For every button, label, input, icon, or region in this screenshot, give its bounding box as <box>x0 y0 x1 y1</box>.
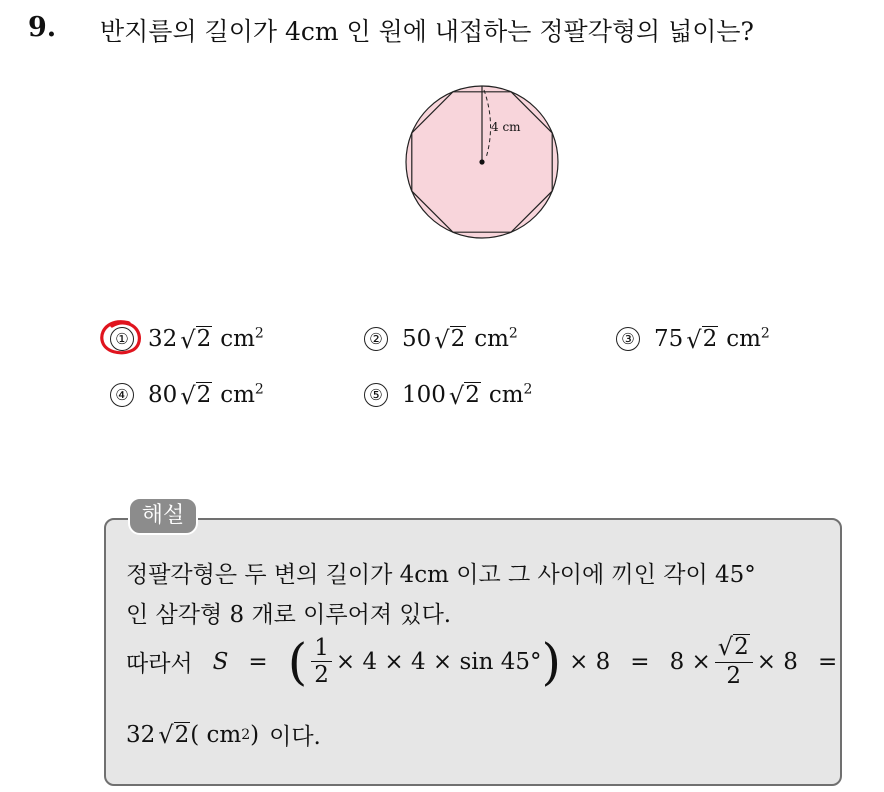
choice-unit: $cm^2$ <box>726 325 770 352</box>
radius-label: 4 cm <box>491 120 521 134</box>
right-paren: ) <box>541 632 562 691</box>
sqrt-symbol: √ 2 <box>686 325 718 354</box>
sqrt-symbol: √ 2 <box>180 381 212 410</box>
circle-octagon-diagram <box>400 80 564 244</box>
eq-times-8: × 8 <box>569 648 611 675</box>
choice-value: 75 <box>654 326 684 352</box>
eq-sign: = <box>630 648 650 675</box>
choice-value: 100 <box>402 382 446 408</box>
choice-number: ④ <box>110 383 134 407</box>
choice-value: 50 <box>402 326 432 352</box>
eq-prefix: 따라서 <box>126 651 193 677</box>
eq-inner: × 4 × 4 × sin 45° <box>335 648 542 675</box>
sqrt-symbol: √ 2 <box>158 721 190 750</box>
choice-unit: $cm^2$ <box>220 325 264 352</box>
eq-sign: = <box>248 648 268 675</box>
choice-3[interactable] <box>616 326 770 352</box>
solution-line-2: 인 삼각형 8 개로 이루어져 있다. <box>126 602 452 628</box>
result-suffix: 이다. <box>269 724 321 750</box>
octagon-figure <box>400 80 564 248</box>
fraction-half: $\frac{1}{2}$ <box>311 635 332 689</box>
choice-number: ③ <box>616 327 640 351</box>
eq-times-8: × 8 <box>756 648 798 675</box>
choice-1[interactable] <box>110 326 264 352</box>
result-value: 32 <box>126 721 156 748</box>
question-number: 9. <box>28 12 57 43</box>
sqrt-symbol: √ 2 <box>180 325 212 354</box>
question-text: 반지름의 길이가 4cm 인 원에 내접하는 정팔각형의 넓이는? <box>100 17 754 46</box>
left-paren: ( <box>287 632 308 691</box>
solution-line-1: 정팔각형은 두 변의 길이가 4cm 이고 그 사이에 끼인 각이 45° <box>126 562 756 588</box>
choice-value: 80 <box>148 382 178 408</box>
choice-5[interactable] <box>364 382 532 408</box>
choice-value: 32 <box>148 326 178 352</box>
eq-sign: = <box>817 648 838 675</box>
choice-2[interactable] <box>364 326 518 352</box>
sqrt-symbol: √ 2 <box>448 381 480 410</box>
solution-result: 32 √ 2 ( cm 2 ) 이다. <box>126 718 321 751</box>
fraction-sqrt2-over-2: √ 2 2 <box>715 634 753 689</box>
solution-equation <box>126 634 837 689</box>
result-unit: ( cm <box>190 721 242 748</box>
center-point <box>479 159 484 164</box>
choice-number: ① <box>110 327 134 351</box>
choice-number: ② <box>364 327 388 351</box>
solution-tag: 해설 <box>128 497 198 535</box>
choice-unit: $cm^2$ <box>474 325 518 352</box>
choice-unit: $cm^2$ <box>488 381 533 408</box>
choice-unit: $cm^2$ <box>220 381 264 408</box>
sqrt-symbol: √ 2 <box>434 325 466 354</box>
eq-mid: 8 × <box>669 648 711 675</box>
choice-number: ⑤ <box>364 383 388 407</box>
choice-4[interactable] <box>110 382 264 408</box>
eq-variable: S <box>212 648 229 675</box>
